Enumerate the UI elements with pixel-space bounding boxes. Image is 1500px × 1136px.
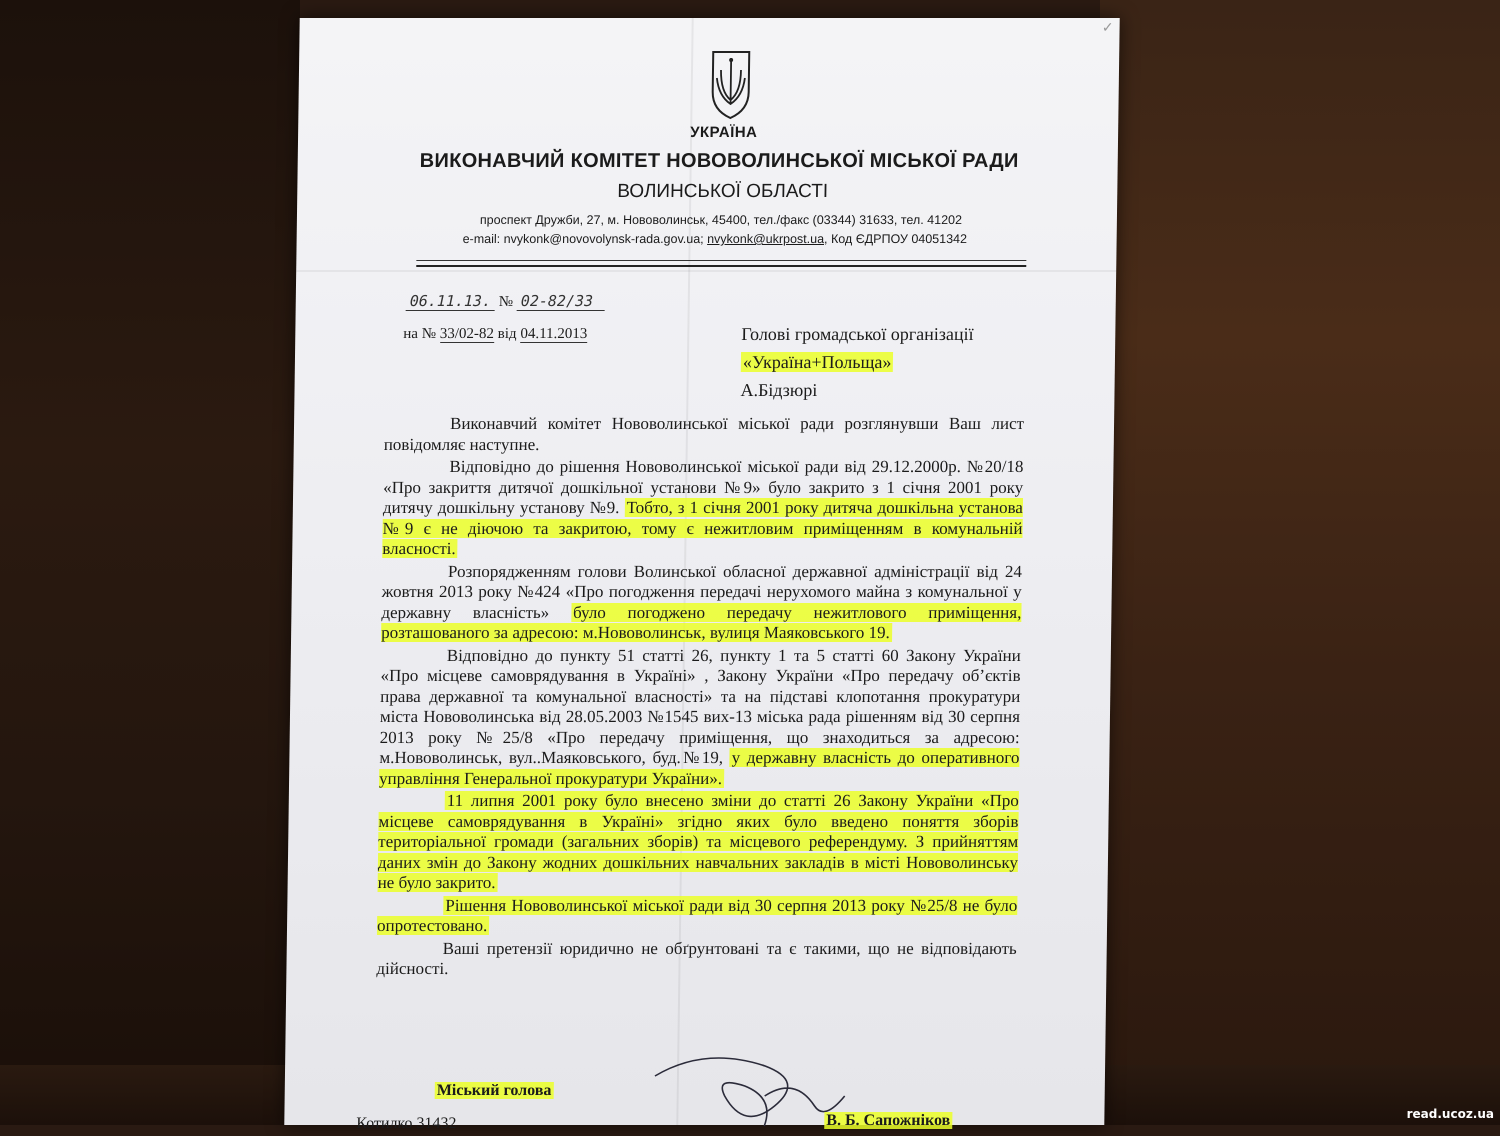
signatory-name-text: В. Б. Сапожніков (826, 1112, 951, 1129)
signatory-name (824, 1112, 952, 1130)
paragraph-4 (379, 646, 1021, 790)
pencil-mark-icon: ✓ (1101, 20, 1114, 36)
reference-date: 04.11.2013 (520, 326, 588, 342)
letter-body (376, 414, 1024, 982)
recipient-block (740, 320, 973, 404)
executor-line: Котилко 31432 (356, 1115, 457, 1132)
outgoing-number-label: № (498, 294, 514, 310)
outgoing-date: 06.11.13. (406, 292, 496, 311)
paragraph-5-highlight: 11 липня 2001 року було внесено зміни до статті 26 Закону України «Про місцеве самоврядування в Україні» згідно яких було введено поняття зборів територіальної громади (загальних зборів) та місцевого референдуму. З прийняттям даних змін до Закону жодних дошкільних навчальних закладів в місті Нововолинську не було закрито. (377, 791, 1019, 892)
reference-number: 33/02-82 (439, 326, 495, 342)
paragraph-2 (382, 457, 1023, 560)
paragraph-6 (377, 896, 1018, 937)
paragraph-2-text: Відповідно до рішення Нововолинської міської ради від 29.12.2000р. №20/18 «Про закриття дитячої дошкільної установи №9» було закрито з 1 січня 2001 року дитячу дошкільну установу №9. (382, 457, 1024, 517)
recipient-organization: «Україна+Польща» (742, 352, 892, 372)
signatory-position (435, 1082, 554, 1100)
paragraph-7: Ваші претензії юридично не обґрунтовані та є такими, що не відповідають дійсності. (376, 938, 1017, 978)
email-primary: e-mail: nvykonk@novovolynsk-rada.gov.ua; (462, 232, 708, 246)
outgoing-number: 02-82/33 (517, 292, 605, 311)
background-right (1100, 0, 1500, 1125)
letterhead-rule-thick (416, 265, 1026, 267)
paragraph-1: Виконавчий комітет Нововолинської міської ради розглянувши Ваш лист повідомляє наступне. (383, 414, 1025, 454)
signatory-position-text: Міський голова (436, 1082, 552, 1099)
paragraph-5 (378, 791, 1019, 894)
recipient-title: Голові громадської організації (741, 324, 974, 344)
letterhead-contacts (463, 232, 968, 246)
letterhead-organization: ВИКОНАВЧИЙ КОМІТЕТ НОВОВОЛИНСЬКОЇ МІСЬКОЇ РАДИ (419, 150, 1019, 172)
letterhead-oblast: ВОЛИНСЬКОЇ ОБЛАСТІ (617, 181, 829, 202)
email-secondary: nvykonk@ukrpost.ua (707, 232, 825, 246)
paragraph-3 (381, 562, 1022, 644)
paragraph-2-highlight: Тобто, з 1 січня 2001 року дитяча дошкільна установа №9 є не діючою та закритою, тому є нежитловим приміщенням в комунальній власності. (382, 498, 1024, 558)
paragraph-6-highlight: Рішення Нововолинської міської ради від 30 серпня 2013 року №25/8 не було опротестовано. (376, 895, 1018, 935)
background-left (0, 0, 300, 1125)
watermark: read.ucoz.ua (1406, 1107, 1494, 1121)
paragraph-3-highlight: було погоджено передачу нежитлового приміщення, розташованого за адресою: м.Нововолинськ, вулиця Маяковського 19. (381, 602, 1022, 642)
letterhead-rule-thin (416, 260, 1026, 261)
letterhead-address: проспект Дружби, 27, м. Нововолинськ, 45400, тел./факс (03344) 31633, тел. 41202 (479, 213, 963, 227)
reference-prefix: на № (403, 326, 437, 342)
paragraph-4-text: Відповідно до пункту 51 статті 26, пункту 1 та 5 статті 60 Закону України «Про місцеве самоврядування в Україні» , Закону України «Про передачу об’єктів права державної та комунальної власності» та на підставі клопотання прокуратури міста Нововолинська від 28.05.2003 №1545 вих-13 міська рада рішенням від 30 серпня 2013 року №25/8 «Про передачу приміщення, що знаходиться за адресою: м.Нововолинськ, вул..Маяковського, буд.№19, (379, 645, 1021, 767)
outgoing-date-number (406, 292, 605, 311)
edrpou-code: , Код ЄДРПОУ 04051342 (823, 232, 968, 246)
paragraph-4-highlight: у державну власність до оперативного управління Генеральної прокуратури України». (378, 748, 1020, 788)
coat-of-arms-icon (708, 48, 753, 120)
letterhead-country: УКРАЇНА (690, 124, 758, 141)
paragraph-3-text: Розпорядженням голови Волинської обласної державної адміністрації від 24 жовтня 2013 року №424 «Про погодження передачі нерухомого майна з комунальної у державну власність» (381, 561, 1023, 622)
reference-line (403, 326, 587, 343)
fold-crease-horizontal (296, 270, 1116, 272)
reference-mid: від (497, 326, 517, 342)
recipient-name: А.Бідзюрі (740, 380, 818, 400)
letter-sheet (284, 18, 1119, 1132)
